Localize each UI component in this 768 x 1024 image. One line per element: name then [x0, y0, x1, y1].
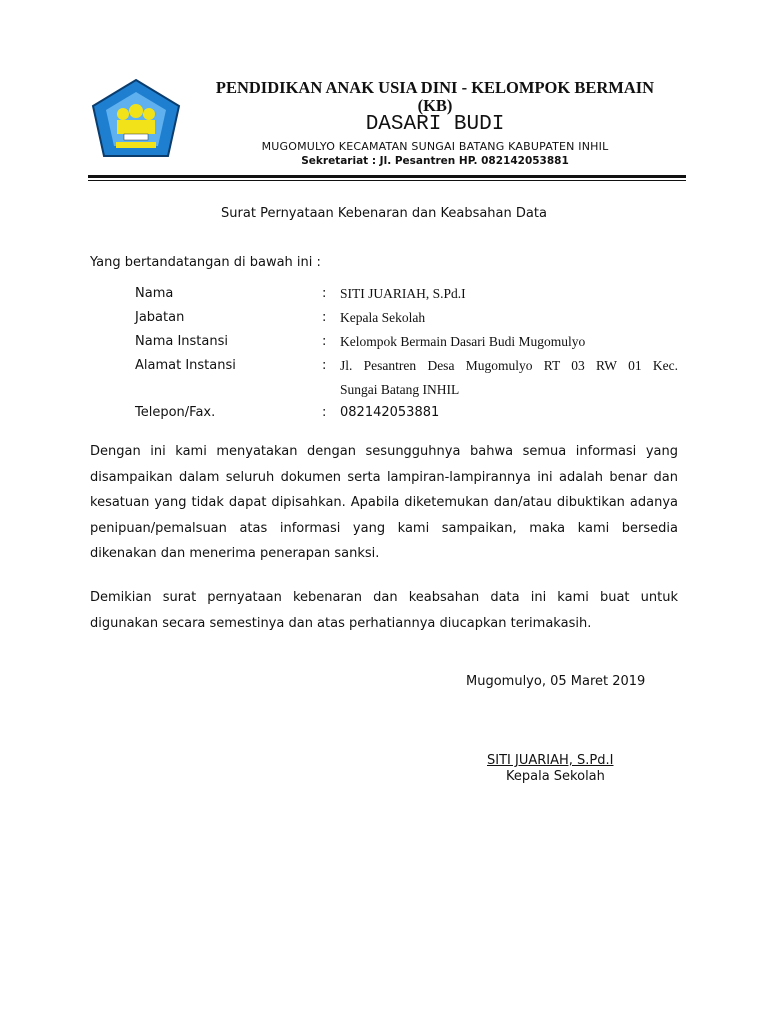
field-value: 082142053881 — [340, 405, 440, 420]
field-colon: : — [322, 310, 327, 325]
header-secretariat: Sekretariat : Jl. Pesantren HP. 082142053881 — [301, 155, 569, 167]
closing-paragraph: Demikian surat pernyataan kebenaran dan keabsahan data ini kami buat untuk digunakan secara semestinya dan atas perhatiannya diucapkan terimakasih. — [90, 590, 678, 631]
field-label: Nama Instansi — [135, 334, 228, 349]
document-title: Surat Pernyataan Kebenaran dan Keabsahan Data — [221, 206, 547, 221]
intro-text: Yang bertandatangan di bawah ini : — [90, 255, 321, 270]
field-colon: : — [322, 286, 327, 301]
field-value-continued: Sungai Batang INHIL — [340, 382, 460, 397]
header-divider — [88, 175, 686, 178]
field-label: Nama — [135, 286, 174, 301]
field-value: Jl. Pesantren Desa Mugomulyo RT 03 RW 01 Kec. — [340, 358, 678, 373]
field-value: SITI JUARIAH, S.Pd.I — [340, 286, 466, 301]
header-line2: (KB) — [417, 96, 453, 115]
place-date: Mugomulyo, 05 Maret 2019 — [466, 674, 646, 689]
field-value: Kelompok Bermain Dasari Budi Mugomulyo — [340, 334, 586, 349]
field-label: Telepon/Fax. — [135, 405, 216, 420]
school-name: DASARI BUDI — [365, 113, 505, 136]
paud-logo — [90, 78, 182, 160]
field-value: Kepala Sekolah — [340, 310, 426, 325]
field-label: Jabatan — [135, 310, 185, 325]
field-colon: : — [322, 334, 327, 349]
field-colon: : — [322, 405, 327, 420]
statement-paragraph: Dengan ini kami menyatakan dengan sesungguhnya bahwa semua informasi yang disampaikan dalam seluruh dokumen serta lampiran-lampirannya ini adalah benar dan kesatuan yang tidak dapat dipisahkan. Apabila diketemukan dan/atau dibuktikan adanya penipuan/pemalsuan atas informasi yang kami sampaikan, maka kami bersedia dikenakan dan menerima penerapan sanksi. — [90, 444, 678, 561]
signatory-name: SITI JUARIAH, S.Pd.I — [487, 753, 614, 768]
signatory-position: Kepala Sekolah — [506, 769, 605, 784]
field-colon: : — [322, 358, 327, 373]
header-address: MUGOMULYO KECAMATAN SUNGAI BATANG KABUPATEN INHIL — [261, 140, 609, 153]
header-line1: PENDIDIKAN ANAK USIA DINI - KELOMPOK BERMAIN — [215, 78, 655, 97]
header-divider-thin — [88, 180, 686, 181]
field-label: Alamat Instansi — [135, 358, 236, 373]
